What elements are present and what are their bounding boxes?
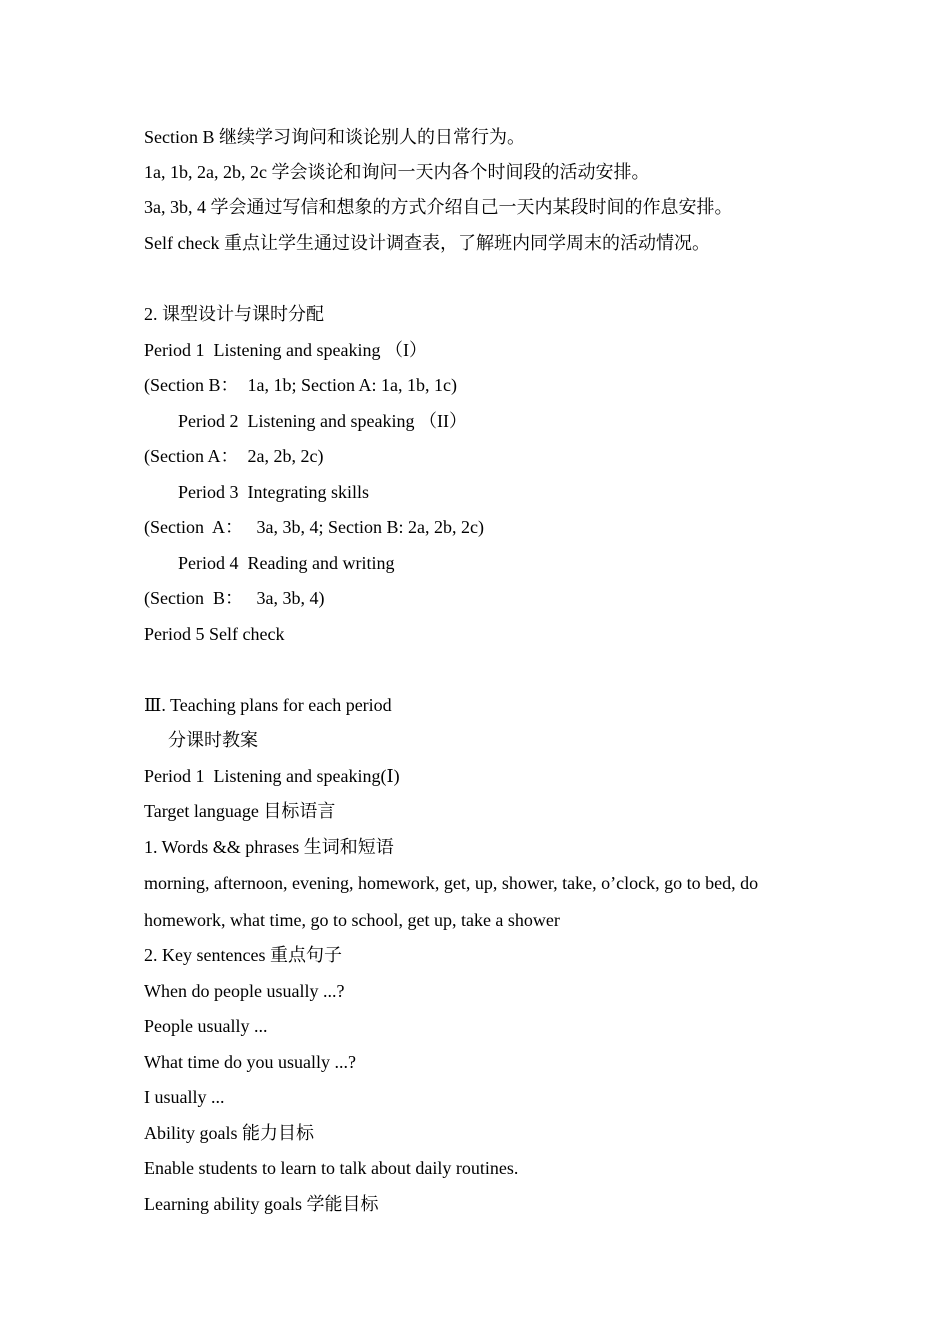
text-line: Period 1 Listening and speaking （I）: [144, 340, 427, 360]
text-line: Period 5 Self check: [144, 624, 285, 644]
text-line: Period 3 Integrating skills: [178, 482, 369, 502]
text-line: (Section B： 3a, 3b, 4): [144, 588, 325, 608]
section-heading: 2. 课型设计与课时分配: [144, 304, 324, 324]
text-line: 2. Key sentences 重点句子: [144, 945, 342, 965]
text-line: 1. Words && phrases 生词和短语: [144, 837, 394, 857]
text-line: Enable students to learn to talk about daily routines.: [144, 1158, 519, 1178]
section-heading: Ⅲ. Teaching plans for each period: [144, 695, 392, 715]
text-line: (Section A： 3a, 3b, 4; Section B: 2a, 2b, 2c): [144, 517, 484, 537]
text-line: Self check 重点让学生通过设计调查表，了解班内同学周末的活动情况。: [144, 233, 710, 253]
text-line: 1a, 1b, 2a, 2b, 2c 学会谈论和询问一天内各个时间段的活动安排。: [144, 162, 650, 182]
text-line: Period 1 Listening and speaking(Ⅰ): [144, 766, 400, 786]
text-line: (Section A： 2a, 2b, 2c): [144, 446, 324, 466]
text-line: morning, afternoon, evening, homework, get, up, shower, take, o’clock, go to bed, do: [144, 873, 759, 893]
text-line: I usually ...: [144, 1087, 225, 1107]
text-line: 分课时教案: [168, 730, 258, 750]
text-line: 3a, 3b, 4 学会通过写信和想象的方式介绍自己一天内某段时间的作息安排。: [144, 197, 733, 217]
text-line: People usually ...: [144, 1016, 268, 1036]
text-line: Learning ability goals 学能目标: [144, 1194, 379, 1214]
text-line: homework, what time, go to school, get up, take a shower: [144, 910, 560, 930]
text-line: When do people usually ...?: [144, 981, 345, 1001]
text-line: Period 2 Listening and speaking （II）: [178, 411, 467, 431]
text-line: Ability goals 能力目标: [144, 1123, 314, 1143]
text-line: Section B 继续学习询问和谈论别人的日常行为。: [144, 127, 525, 147]
text-line: Period 4 Reading and writing: [178, 553, 395, 573]
text-line: Target language 目标语言: [144, 801, 336, 821]
text-line: What time do you usually ...?: [144, 1052, 356, 1072]
text-line: (Section B： 1a, 1b; Section A: 1a, 1b, 1c): [144, 375, 457, 395]
